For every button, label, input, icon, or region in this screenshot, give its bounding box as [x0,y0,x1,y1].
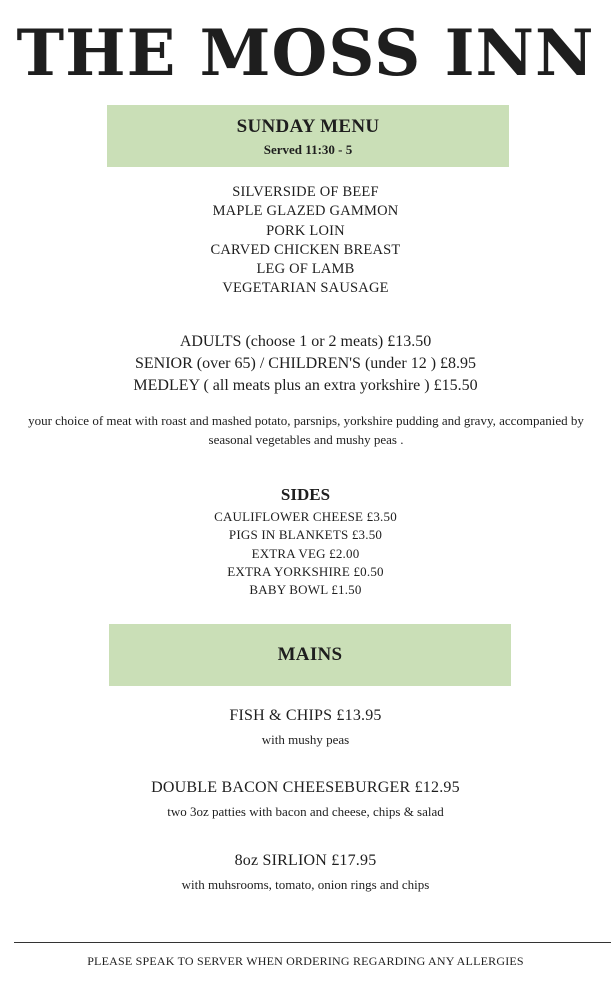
main-item-name: 8oz SIRLION £17.95 [234,852,377,869]
meat-option: SILVERSIDE OF BEEF [232,184,379,200]
sunday-prices [0,331,611,397]
price-senior-children: SENIOR (over 65) / CHILDREN'S (under 12 ) £8.95 [134,355,477,372]
meat-option: VEGETARIAN SAUSAGE [222,280,389,297]
main-item-name: FISH & CHIPS £13.95 [229,707,382,724]
mains-title: MAINS [277,644,343,665]
main-item-desc: with muhsrooms, tomato, onion rings and chips [181,877,430,892]
allergy-notice: PLEASE SPEAK TO SERVER WHEN ORDERING REGARDING ANY ALLERGIES [87,954,524,968]
main-item-name: DOUBLE BACON CHEESEBURGER £12.95 [151,779,460,796]
price-adults: ADULTS (choose 1 or 2 meats) £13.50 [179,333,432,350]
meat-option: LEG OF LAMB [256,261,355,278]
side-item: CAULIFLOWER CHEESE £3.50 [214,509,397,524]
served-times: Served 11:30 - 5 [263,142,353,157]
sides-list [0,508,611,599]
side-item: EXTRA YORKSHIRE £0.50 [227,563,384,579]
footer-divider [14,942,611,943]
sunday-description: your choice of meat with roast and mashed potato, parsnips, yorkshire pudding and gravy, accompanied by seasonal vegetables and mushy peas . [28,413,584,447]
main-item-desc: with mushy peas [261,732,350,747]
main-item-desc: two 3oz patties with bacon and cheese, chips & salad [167,804,444,819]
sides-title: SIDES [280,485,331,504]
price-medley: MEDLEY ( all meats plus an extra yorkshire ) £15.50 [133,377,478,394]
mains-banner [109,624,511,686]
side-item: BABY BOWL £1.50 [249,582,362,598]
meat-option: MAPLE GLAZED GAMMON [212,203,399,220]
sunday-menu-banner [107,105,509,167]
restaurant-name: THE MOSS INN [16,16,595,91]
sunday-menu-title: SUNDAY MENU [236,116,380,137]
side-item: PIGS IN BLANKETS £3.50 [228,527,383,543]
meat-option: PORK LOIN [266,222,345,239]
meat-options-list [0,183,611,299]
meat-option: CARVED CHICKEN BREAST [210,241,401,258]
side-item: EXTRA VEG £2.00 [251,545,360,561]
